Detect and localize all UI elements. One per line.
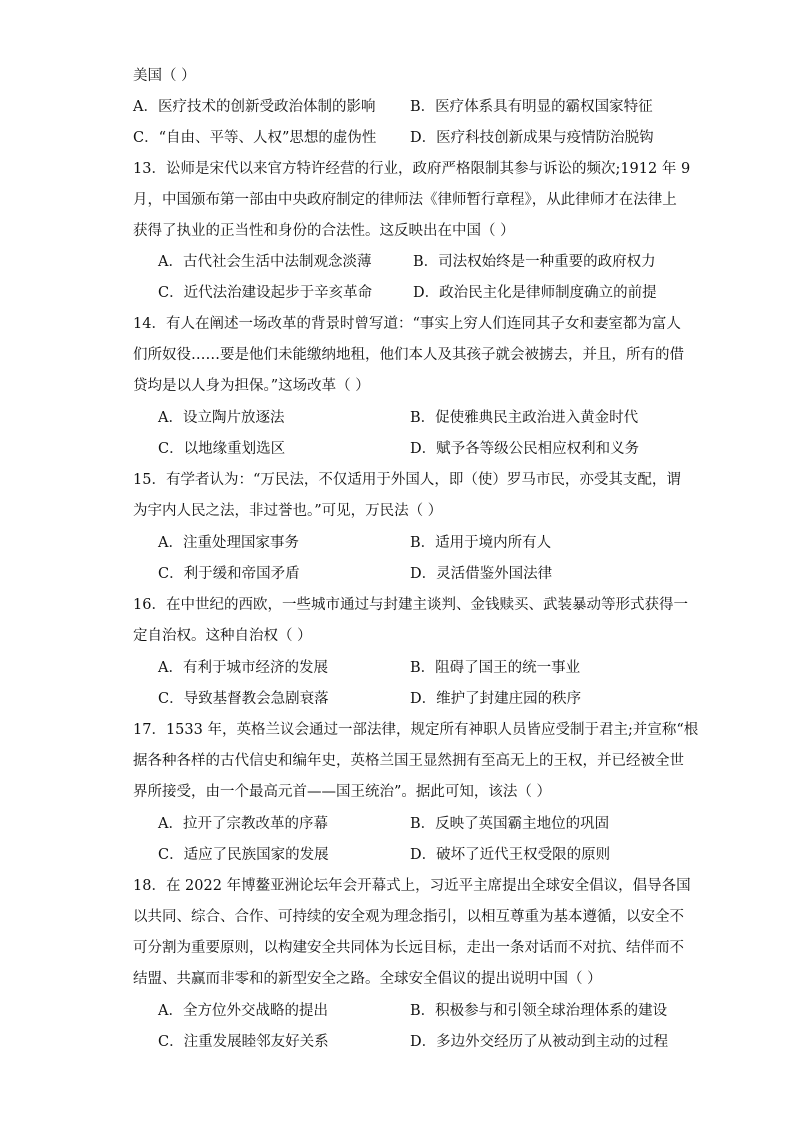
question-14-stem-line-3: 贷均是以人身为担保。”这场改革（ ） (133, 378, 370, 394)
question-15-stem-line-1: 15．有学者认为：“万民法，不仅适用于外国人，即（使）罗马市民，亦受其支配，谓 (133, 472, 681, 488)
question-16-option-a: A．有利于城市经济的发展 (158, 660, 328, 676)
question-12-stem-tail: 美国（ ） (133, 68, 196, 84)
question-15-option-b: B．适用于境内所有人 (410, 535, 552, 551)
question-17-stem-line-3: 界所接受，由一个最高元首——国王统治”。据此可知，该法（ ） (133, 784, 552, 800)
question-14-option-c: C．以地缘重划选区 (158, 441, 286, 457)
question-16-option-c: C．导致基督教会急剧衰落 (158, 691, 329, 707)
question-18-stem-line-1: 18．在 2022 年博鳌亚洲论坛年会开幕式上，习近平主席提出全球安全倡议，倡导各国 (133, 878, 691, 894)
question-12-option-c: C．“自由、平等、人权”思想的虚伪性 (133, 130, 377, 146)
question-15-stem-line-2: 为宇内人民之法，非过誉也。”可见，万民法（ ） (133, 503, 443, 519)
question-18-stem-line-2: 以共同、综合、合作、可持续的安全观为理念指引，以相互尊重为基本遵循，以安全不 (133, 909, 684, 925)
question-12-option-b: B．医疗体系具有明显的霸权国家特征 (410, 99, 653, 115)
question-18-option-c: C．注重发展睦邻友好关系 (158, 1034, 329, 1050)
question-16-stem-line-2: 定自治权。这种自治权（ ） (133, 628, 312, 644)
question-13-stem-line-3: 获得了执业的正当性和身份的合法性。这反映出在中国（ ） (133, 223, 515, 239)
question-12-option-a: A．医疗技术的创新受政治体制的影响 (133, 99, 376, 115)
question-13-option-d: D．政治民主化是律师制度确立的前提 (413, 285, 657, 301)
question-16-stem-line-1: 16．在中世纪的西欧，一些城市通过与封建主谈判、金钱赎买、武装暴动等形式获得一 (133, 597, 688, 613)
question-16-option-b: B．阻碍了国王的统一事业 (410, 660, 581, 676)
question-12-option-d: D．医疗科技创新成果与疫情防治脱钩 (410, 130, 654, 146)
question-13-option-a: A．古代社会生活中法制观念淡薄 (158, 254, 372, 270)
question-18-stem-line-3: 可分割为重要原则，以构建安全共同体为长远目标，走出一条对话而不对抗、结伴而不 (133, 940, 684, 956)
question-13-stem-line-1: 13．讼师是宋代以来官方特许经营的行业，政府严格限制其参与诉讼的频次;1912 年 9 (133, 161, 691, 177)
question-17-stem-line-1: 17．1533 年，英格兰议会通过一部法律，规定所有神职人员皆应受制于君主;并宣称“根 (133, 722, 699, 738)
question-13-option-c: C．近代法治建设起步于辛亥革命 (158, 285, 373, 301)
question-14-option-d: D．赋予各等级公民相应权利和义务 (410, 441, 640, 457)
question-14-stem-line-2: 们所奴役……要是他们未能缴纳地租，他们本人及其孩子就会被掳去，并且，所有的借 (133, 347, 684, 363)
question-15-option-a: A．注重处理国家事务 (158, 535, 299, 551)
question-15-option-d: D．灵活借鉴外国法律 (410, 566, 553, 582)
question-17-option-a: A．拉开了宗教改革的序幕 (158, 816, 328, 832)
question-18-option-d: D．多边外交经历了从被动到主动的过程 (410, 1034, 669, 1050)
question-17-option-b: B．反映了英国霸主地位的巩固 (410, 816, 610, 832)
question-14-stem-line-1: 14．有人在阐述一场改革的背景时曾写道：“事实上穷人们连同其子女和妻室都为富人 (133, 316, 681, 332)
question-17-option-d: D．破坏了近代王权受限的原则 (410, 847, 611, 863)
question-17-stem-line-2: 据各种各样的古代信史和编年史，英格兰国王显然拥有至高无上的王权，并已经被全世 (133, 753, 684, 769)
question-16-option-d: D．维护了封建庄园的秩序 (410, 691, 582, 707)
question-14-option-b: B．促使雅典民主政治进入黄金时代 (410, 410, 639, 426)
question-18-option-a: A．全方位外交战略的提出 (158, 1003, 328, 1019)
question-13-option-b: B．司法权始终是一种重要的政府权力 (413, 254, 656, 270)
question-18-option-b: B．积极参与和引领全球治理体系的建设 (410, 1003, 668, 1019)
question-13-stem-line-2: 月，中国颁布第一部由中央政府制定的律师法《律师暂行章程》，从此律师才在法律上 (133, 192, 677, 208)
question-15-option-c: C．利于缓和帝国矛盾 (158, 566, 300, 582)
question-17-option-c: C．适应了民族国家的发展 (158, 847, 329, 863)
question-18-stem-line-4: 结盟、共赢而非零和的新型安全之路。全球安全倡议的提出说明中国（ ） (133, 971, 602, 987)
question-14-option-a: A．设立陶片放逐法 (158, 410, 285, 426)
